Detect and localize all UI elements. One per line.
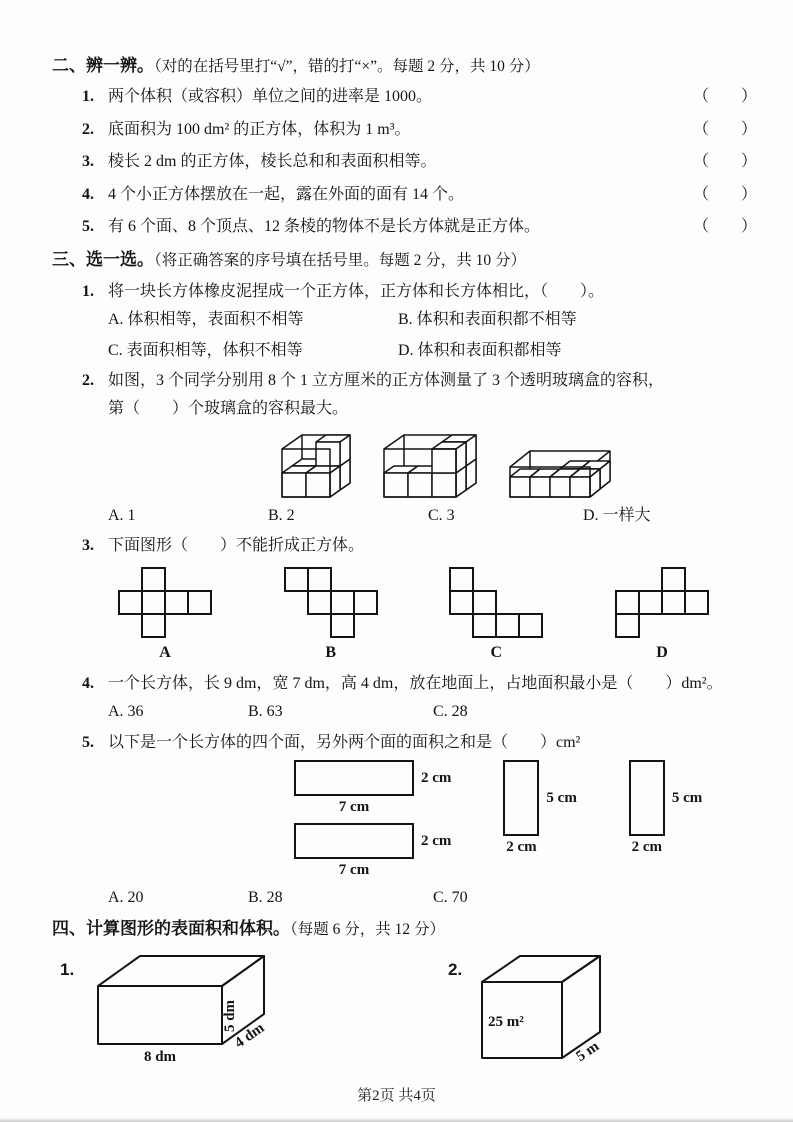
mc-question-2 <box>52 370 757 527</box>
dimension-label: 7 cm <box>338 799 370 816</box>
question-number: 4. <box>82 185 94 203</box>
question-number: 2. <box>82 120 94 138</box>
rectangle-7x2 <box>294 760 414 796</box>
mc-question-5 <box>52 732 757 910</box>
question-number: 1. <box>82 88 94 106</box>
section-4-header <box>52 917 757 941</box>
question-text: 下面图形（ ）不能折成正方体。 <box>108 537 365 555</box>
net-label: B <box>325 644 336 662</box>
cube-figure <box>470 950 642 1066</box>
net-c-block <box>449 567 543 664</box>
question-text-cont: 第（ ）个玻璃盒的容积最大。 <box>108 400 349 418</box>
section-2-note: （对的在括号里打“√”，错的打“×”。每题 2 分，共 10 分） <box>154 58 540 75</box>
mc-question-1 <box>52 281 757 362</box>
q5-options <box>82 887 757 909</box>
section-3-header <box>52 248 757 272</box>
question-number: 5. <box>82 733 94 751</box>
q3-nets-figure <box>52 563 757 664</box>
face-rect-1 <box>294 760 451 818</box>
question-number: 1. <box>82 282 94 300</box>
depth-label: 4 dm <box>232 1019 268 1052</box>
dimension-label: 5 cm <box>671 789 703 806</box>
question-text: 以下是一个长方体的四个面，另外两个面的面积之和是（ ）cm² <box>108 733 581 751</box>
net-label: D <box>656 644 668 662</box>
question-number: 4. <box>82 674 94 692</box>
rectangle-7x2 <box>294 823 414 859</box>
option-c: C. 3 <box>428 506 455 524</box>
option-c: C. 70 <box>433 889 468 907</box>
face-rect-3 <box>503 760 576 858</box>
section-2-header <box>52 54 757 78</box>
question-text: 棱长 2 dm 的正方体，棱长总和和表面积相等。 <box>108 153 437 171</box>
dimension-label: 7 cm <box>338 862 370 879</box>
dimension-label: 2 cm <box>506 839 537 856</box>
question-number: 3. <box>82 537 94 555</box>
page-bottom-edge <box>0 1118 793 1122</box>
net-d-block <box>615 567 709 664</box>
q1-options <box>82 309 757 362</box>
glass-box-1-figure <box>280 433 352 499</box>
answer-bracket: （ ） <box>692 217 757 235</box>
question-text: 有 6 个面、8 个顶点、12 条棱的物体不是长方体就是正方体。 <box>108 217 541 235</box>
depth-label: 5 m <box>573 1038 603 1065</box>
glass-box-3-figure <box>508 449 612 499</box>
cuboid-figure <box>82 950 294 1066</box>
glass-box-2-figure <box>382 433 478 499</box>
mc-question-4 <box>52 673 757 724</box>
cube-net-c <box>449 567 543 638</box>
net-a-block <box>118 567 212 664</box>
tf-item-4 <box>52 184 757 206</box>
cube-figure-block <box>448 950 642 1066</box>
net-label: A <box>159 644 171 662</box>
page-footer: 第2页 共4页 <box>357 1088 436 1104</box>
question-number: 2. <box>82 371 94 389</box>
question-number: 5. <box>82 217 94 235</box>
tf-item-2 <box>52 119 757 141</box>
cuboid-figure-block <box>60 950 448 1066</box>
width-label: 8 dm <box>144 1048 177 1065</box>
q2-glass-boxes-figure <box>280 427 757 499</box>
section-3-note: （将正确答案的序号填在括号里。每题 2 分，共 10 分） <box>154 252 527 270</box>
option-b: B. 63 <box>248 703 283 721</box>
figure-number: 1. <box>60 959 75 979</box>
option-a: A. 20 <box>108 889 144 907</box>
cube-net-d <box>615 567 709 638</box>
option-c: C. 表面积相等，体积不相等 <box>108 341 303 359</box>
option-d: D. 体积和表面积都相等 <box>398 341 562 359</box>
rectangle-2x5 <box>629 760 665 836</box>
option-c: C. 28 <box>433 703 468 721</box>
question-text: 4 个小正方体摆放在一起，露在外面的面有 14 个。 <box>108 185 465 203</box>
mc-question-3 <box>52 535 757 557</box>
net-b-block <box>284 567 378 664</box>
section-4-title: 四、计算图形的表面积和体积。 <box>52 919 290 939</box>
face-area-label: 25 m² <box>488 1013 524 1030</box>
face-rect-2 <box>294 823 451 881</box>
option-a: A. 1 <box>108 506 136 524</box>
dimension-label: 5 cm <box>546 789 577 806</box>
cube-net-a <box>118 567 212 638</box>
question-text: 如图，3 个同学分别用 8 个 1 立方厘米的正方体测量了 3 个透明玻璃盒的容积， <box>108 371 665 389</box>
option-b: B. 28 <box>248 889 283 907</box>
section-4-note: （每题 6 分，共 12 分） <box>290 921 446 939</box>
q4-options <box>82 701 757 723</box>
question-text: 将一块长方体橡皮泥捏成一个正方体，正方体和长方体相比，（ ）。 <box>108 282 605 300</box>
option-b: B. 体积和表面积都不相等 <box>398 311 577 329</box>
answer-bracket: （ ） <box>692 88 757 106</box>
section-3-title: 三、选一选。 <box>52 250 154 270</box>
dimension-label: 2 cm <box>421 769 452 786</box>
wide-rects-column <box>294 760 451 881</box>
cube-net-b <box>284 567 378 638</box>
tf-item-3 <box>52 151 757 173</box>
option-b: B. 2 <box>268 506 295 524</box>
answer-bracket: （ ） <box>692 153 757 171</box>
option-d: D. 一样大 <box>583 506 651 524</box>
q5-faces-figure <box>294 760 757 881</box>
option-a: A. 体积相等，表面积不相等 <box>108 311 304 329</box>
height-label: 5 dm <box>222 999 239 1032</box>
question-text: 一个长方体，长 9 dm，宽 7 dm，高 4 dm，放在地面上，占地面积最小是（ ）dm²。 <box>108 674 723 692</box>
section-2-title: 二、辨一辨。 <box>52 56 154 75</box>
question-number: 3. <box>82 153 94 171</box>
option-a: A. 36 <box>108 703 144 721</box>
answer-bracket: （ ） <box>692 185 757 203</box>
face-rect-4 <box>629 760 702 858</box>
figure-number: 2. <box>448 959 463 979</box>
tf-item-5 <box>52 216 757 238</box>
dimension-label: 2 cm <box>421 832 452 849</box>
section-4-figures <box>60 950 757 1066</box>
net-label: C <box>490 644 503 662</box>
answer-bracket: （ ） <box>692 120 757 138</box>
dimension-label: 2 cm <box>631 839 663 856</box>
question-text: 两个体积（或容积）单位之间的进率是 1000。 <box>108 88 433 106</box>
rectangle-2x5 <box>503 760 539 836</box>
q2-options <box>82 505 757 527</box>
question-text: 底面积为 100 dm² 的正方体，体积为 1 m³。 <box>108 120 411 138</box>
tf-item-1 <box>52 86 757 108</box>
